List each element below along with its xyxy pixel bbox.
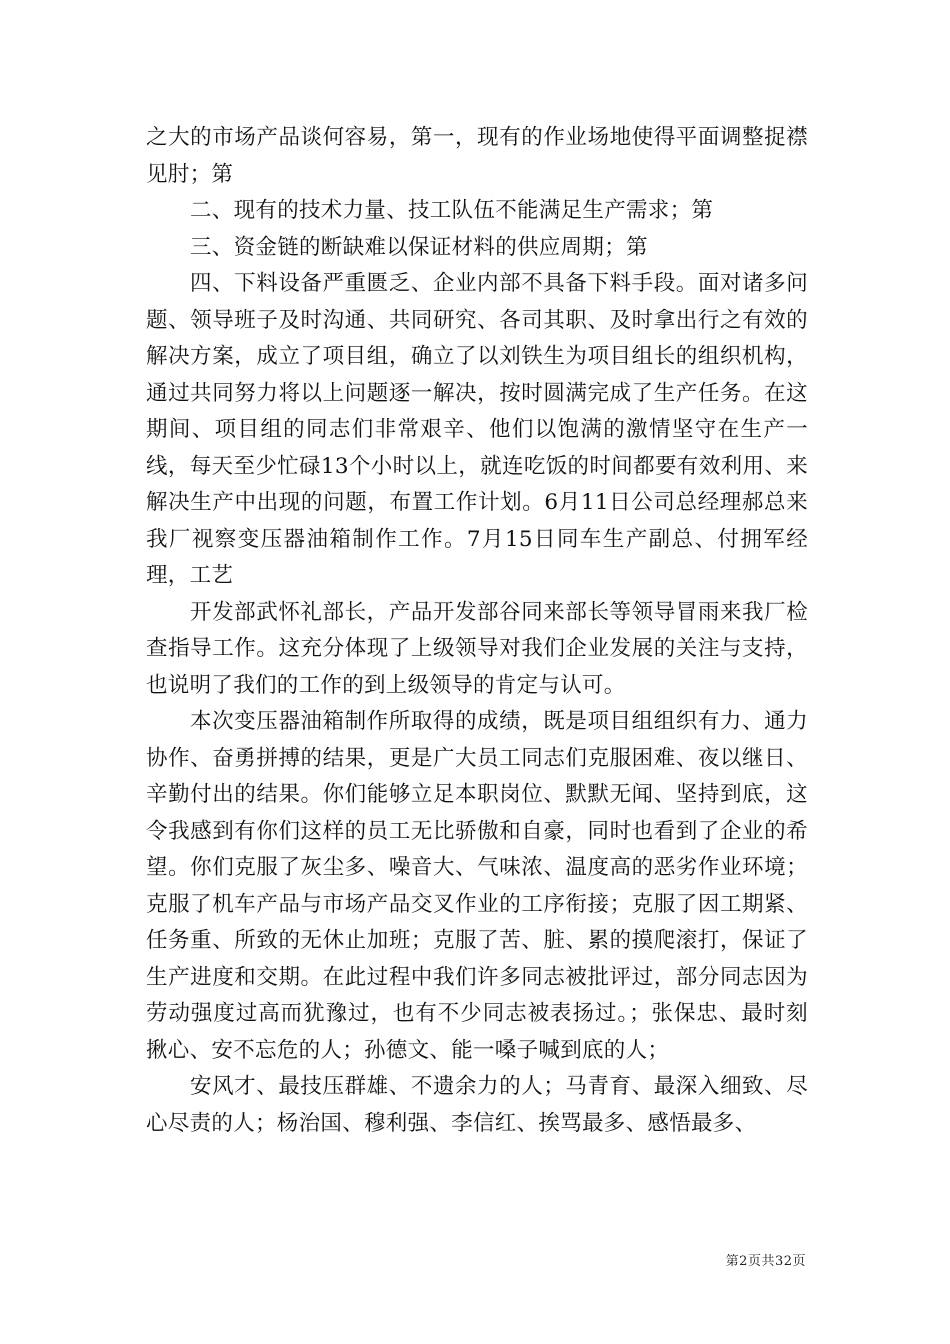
paragraph-2: 二、现有的技术力量、技工队伍不能满足生产需求；第	[190, 198, 714, 223]
paragraph-3: 三、资金链的断缺难以保证材料的供应周期；第	[190, 234, 648, 260]
page-number: 第2页共32页	[725, 1254, 806, 1269]
paragraph-4: 四、下料设备严重匮乏、企业内部不具备下料手段。面对诸多问题、领导班子及时沟通、共同研究、各司其职、及时拿出行之有效的解决方案，成立了项目组，确立了以刘铁生为项目组长的组织机构，通过共同努力将以上问题逐一解决，按时圆满完成了生产任务。在这期间、项目组的同志们非常艰辛、他们以饱满的激情坚守在生产一线，每天至少忙碌13个小时以上，就连吃饭的时间都要有效利用、来解决生产中出现的问题，布置工作计划。6月11日公司总经理郝总来我厂视察变压器油箱制作工作。7月15日同车生产副总、付拥军经理，工艺	[146, 271, 808, 588]
body-text	[146, 120, 808, 1142]
paragraph-1: 之大的市场产品谈何容易，第一，现有的作业场地使得平面调整捉襟见肘；第	[146, 125, 808, 187]
paragraph-7: 安风才、最技压群雄、不遗余力的人；马青育、最深入细致、尽心尽责的人；杨治国、穆利强、李信红、挨骂最多、感悟最多、	[146, 1074, 808, 1136]
paragraph-5: 开发部武怀礼部长，产品开发部谷同来部长等领导冒雨来我厂检查指导工作。这充分体现了上级领导对我们企业发展的关注与支持，也说明了我们的工作的到上级领导的肯定与认可。	[146, 599, 808, 698]
paragraph-6: 本次变压器油箱制作所取得的成绩，既是项目组组织有力、通力协作、奋勇拼搏的结果，更是广大员工同志们克服困难、夜以继日、辛勤付出的结果。你们能够立足本职岗位、默默无闻、坚持到底，这令我感到有你们这样的员工无比骄傲和自豪，同时也看到了企业的希望。你们克服了灰尘多、噪音大、气味浓、温度高的恶劣作业环境；克服了机车产品与市场产品交叉作业的工序衔接；克服了因工期紧、任务重、所致的无休止加班；克服了苦、脏、累的摸爬滚打，保证了生产进度和交期。在此过程中我们许多同志被批评过，部分同志因为劳动强度过高而犹豫过，也有不少同志被表扬过。；张保忠、最时刻揪心、安不忘危的人；孙德文、能一嗓子喊到底的人；	[146, 709, 808, 1063]
